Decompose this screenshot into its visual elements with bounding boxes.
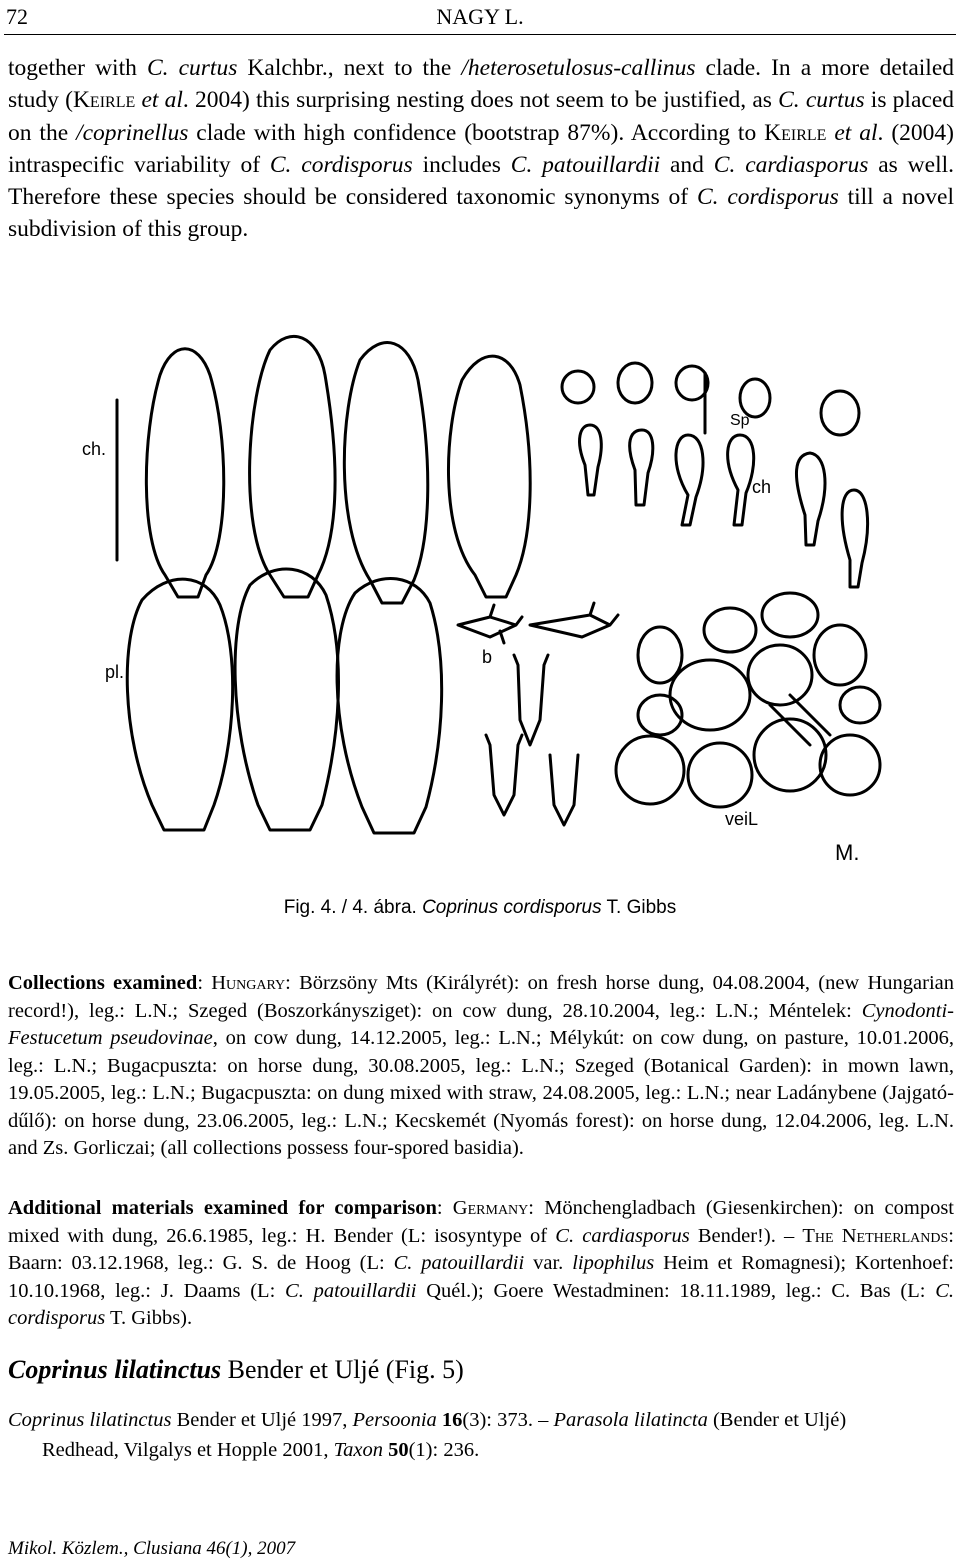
species-name: Parasola lilatincta [553,1409,708,1431]
cystidium-icon [580,425,602,495]
cystidium-icon [728,435,754,525]
et-al: et al [826,119,878,146]
habitat-name: Cynodonti-Festucetum pseudovinae [8,999,954,1049]
cystidium-icon [448,356,530,597]
veil-cell-icon [762,593,818,637]
species-name: C. cardiasporus [555,1224,690,1247]
clade-name: /coprinellus [76,119,189,146]
spore-icon [821,391,859,435]
collections-paragraph: Collections examined: Hungary: Börzsöny Mts (Királyrét): on fresh horse dung, 04.08.2004, (new Hungarian record!), leg.: L.N.; Szeged (Boszorkánysziget): on cow dung, 28.10.2004, leg.: L.N.; Méntelek: Cynodonti-Festucetum pseudovinae, on cow dung, 14.12.2005, leg.: L.N.; Mélykút: on cow dung, on pasture, 10.01.2006, leg.: L.N.; Bugacpuszta: on horse dung, 30.08.2005, leg.: L.N.; Szeged (Botanical Garden): in mown lawn, 19.05.2005, leg.: L.N.; Bugacpuszta: on dung mixed with straw, 24.08.2005, leg.: L.N.; near Ladánybene (Jajgató-dűlő): on horse dung, 23.06.2005, leg.: L.N.; Kecskemét (Nyomás forest): on horse dung, 12.04.2006, leg. L.N. and Zs. Gorliczai; (all collections possess four-spored basidia). [8,972,954,1159]
author-name: Keirle [764,119,827,146]
label-veil: veiL [725,809,759,829]
species-name: C. cordisporus [8,1279,954,1329]
synonymy-block [8,1405,954,1465]
spore-icon [618,363,652,403]
text-run: . 2004) this surprising nesting does not seem to be justified, as [182,87,779,114]
text-run: clade. In a more detailed study ( [8,55,954,114]
text-run: (Bender et Uljé) [707,1409,847,1431]
volume-number: 50 [388,1439,409,1461]
veil-cell-icon [638,627,682,683]
section-heading [8,1355,464,1385]
text-run: till a novel subdivision of this group. [8,184,954,243]
species-name: C. cardiasporus [713,151,869,178]
veil-cell-icon [840,687,880,723]
cystidium-icon [842,490,867,587]
header-rule [4,34,956,35]
basidium-icon [458,605,522,643]
text-run: var. [524,1252,573,1274]
country-name: The Netherlands [802,1224,949,1247]
cystidium-icon [250,336,335,597]
collections-label: Collections examined [8,972,198,994]
text-run: Heim et Romagnesi); Kortenhoef: 10.10.1968, leg.: J. Daams (L: [8,1252,954,1302]
journal-name: Persoonia [352,1409,437,1431]
spore-icon [562,371,594,403]
variety-name: lipophilus [572,1252,655,1274]
clade-name: /heterosetulosus-callinus [461,55,696,81]
text-run: Kalchbr., next to the [237,55,462,81]
text-run: Redhead, Vilgalys et Hopple 2001, [42,1439,334,1461]
running-head: NAGY L. [436,4,524,29]
species-name: C. curtus [146,55,238,81]
cystidium-icon [146,349,223,597]
text-run: Bender!). – [689,1224,803,1247]
text-run: : Börzsöny Mts (Királyrét): on fresh horse dung, 04.08.2004, (new Hungarian record!), leg.: L.N.; Szeged (Boszorkánysziget): on cow dung, 28.10.2004, leg.: L.N.; Méntelek: [8,972,954,1022]
species-name: C. patouillardii [393,1252,525,1274]
cystidium-icon [796,453,825,545]
species-name: C. curtus [778,87,865,114]
intro-paragraph [8,52,954,246]
cystidium-icon [127,579,232,830]
cystidium-icon [344,343,427,603]
caption-author: T. Gibbs [601,897,677,918]
text-run: : Mönchengladbach (Giesenkirchen): on compost mixed with dung, 26.6.1985, leg.: H. Bender (L: isosyntype of [8,1197,955,1247]
journal-name: Taxon [333,1439,383,1461]
cystidium-icon [676,435,703,525]
cystidium-icon [235,569,338,830]
label-b: b [482,647,493,667]
spore-icon [676,366,708,400]
caption-prefix: Fig. 4. / 4. ábra. [283,897,423,918]
text-run: (1): 236. [408,1439,480,1461]
text-run: includes [412,151,511,178]
et-al: et al [135,87,183,114]
text-run: T. Gibbs). [105,1307,193,1329]
author-name: Keirle [72,87,136,114]
veil-cell-icon [814,625,866,685]
species-name: C. patouillardii [510,151,661,178]
text-run: as well. Therefore these species should be considered taxonomic synonyms of [8,151,955,211]
synonymy-line [8,1435,954,1465]
text-run: together with [8,55,147,81]
micro-drawing-figure [70,325,910,880]
text-run: and [660,151,714,178]
species-name: Coprinus lilatinctus [8,1409,172,1431]
additional-label: Additional materials examined for comparison [8,1197,437,1219]
species-name: C. cordisporus [269,151,413,178]
text-run: (3): 373. – [462,1409,554,1431]
country-name: Hungary [211,972,286,994]
heading-rest: Bender et Uljé (Fig. 5) [221,1355,464,1384]
text-run: . (2004) intraspecific variability of [8,119,955,178]
label-pl: pl. [105,662,125,682]
artist-initials: M. [835,840,860,865]
volume-number: 16 [441,1409,463,1431]
veil-cell-icon [704,608,756,652]
veil-cell-icon [688,743,752,807]
text-run: , on cow dung, 14.12.2005, leg.: L.N.; Mélykút: on cow dung, on pasture, 10.01.2006, leg.: L.N.; Bugacpuszta: on horse dung, 30.08.2005, leg.: L.N.; Szeged (Botanical Garden): in mown lawn, 19.05.2005, leg.: L.N.; Bugacpuszta: on dung mixed with straw, 24.08.2005, leg.: L.N.; near Ladánybene (Jajgató-dűlő): on horse dung, 23.06.2005, leg.: L.N.; Kecskemét (Nyomás forest): on horse dung, 12.04.2006, leg. L.N. and Zs. Gorliczai; (all collections possess four-spored basidia). [8,1027,954,1159]
text-run: clade with high confidence (bootstrap 87%). According to [188,119,765,146]
species-name: C. cordisporus [696,184,839,211]
veil-cell-icon [820,735,880,795]
synonymy-line [8,1405,954,1435]
country-name: Germany [452,1197,529,1219]
basidium-icon [550,755,578,825]
text-run: Quél.); Goere Westadminen: 18.11.1989, leg.: C. Bas (L: [416,1279,936,1302]
label-sp: Sp [730,412,750,429]
basidium-icon [486,735,522,815]
text-run: : Baarn: 03.12.1968, leg.: G. S. de Hoog (L: [8,1224,954,1274]
basidium-icon [514,655,548,745]
veil-cell-icon [754,719,826,791]
journal-footer: Mikol. Közlem., Clusiana 46(1), 2007 [8,1538,296,1559]
veil-cell-icon [748,645,812,705]
page-number: 72 [6,4,28,29]
species-name: C. patouillardii [285,1279,417,1302]
text-run: is placed on the [8,87,954,146]
additional-materials-paragraph: Additional materials examined for comparison: Germany: Mönchengladbach (Giesenkirchen): on compost mixed with dung, 26.6.1985, leg.: H. Bender (L: isosyntype of C. cardiasporus Bender!). – The Netherlands: Baarn: 03.12.1968, leg.: G. S. de Hoog (L: C. patouillardii var. lipophilus Heim et Romagnesi); Kortenhoef: 10.10.1968, leg.: J. Daams (L: C. patouillardii Quél.); Goere Westadminen: 18.11.1989, leg.: C. Bas (L: C. cordisporus T. Gibbs). [8,1197,955,1329]
cystidium-icon [337,578,442,833]
cystidium-icon [630,430,653,505]
label-ch-right: ch [752,477,772,497]
basidium-icon [530,603,618,637]
caption-species: Coprinus cordisporus [422,897,602,918]
label-ch: ch. [82,439,107,459]
text-run: Bender et Uljé 1997, [171,1409,353,1431]
heading-species: Coprinus lilatinctus [8,1355,222,1384]
veil-cell-icon [616,736,684,804]
figure-caption [0,897,960,919]
